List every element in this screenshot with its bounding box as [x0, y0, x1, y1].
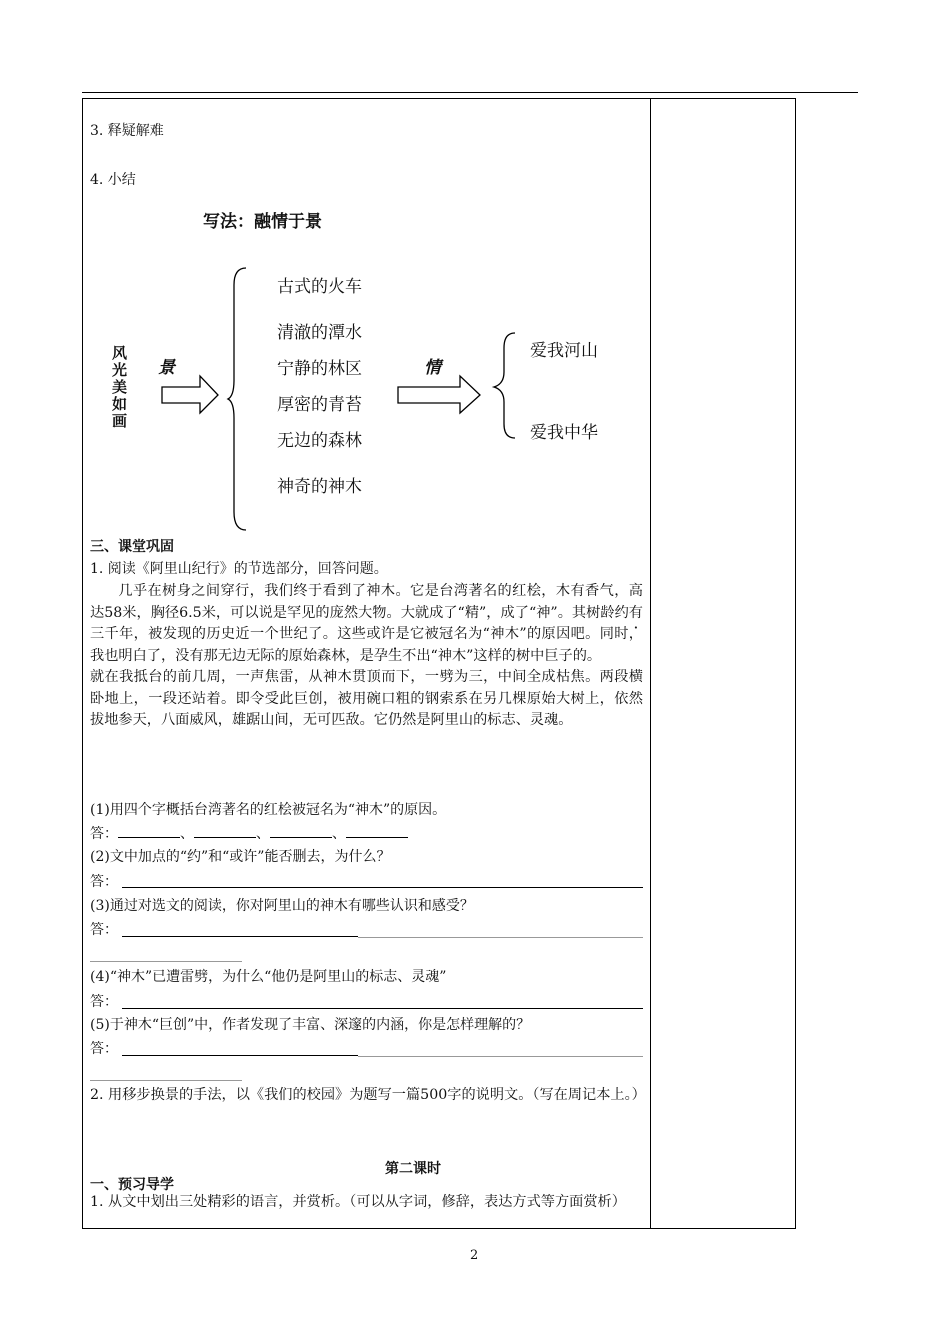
answer-label: 答： [90, 874, 118, 890]
answer-line[interactable] [122, 1008, 643, 1009]
preview-section-title: 一、预习导学 [90, 1177, 174, 1193]
scene-item: 宁静的林区 [277, 359, 362, 379]
answer-label: 答： [90, 1041, 118, 1057]
answer-label: 答： [90, 826, 118, 842]
scene-item: 清澈的潭水 [277, 323, 362, 343]
sub-question-3: (3)通过对选文的阅读，你对阿里山的神木有哪些认识和感受？ [90, 898, 474, 914]
answer-line[interactable] [90, 961, 242, 962]
answer-blank[interactable] [270, 823, 332, 838]
question-1-intro: 1. 阅读《阿里山纪行》的节选部分，回答问题。 [90, 561, 388, 577]
step-3-label: 3. 释疑解难 [90, 123, 164, 139]
passage-text: 是它被冠名为“神木”的原因吧。同时，我也明白了，没有那无边无际的原始森林，是孕生不出“神木”这样的树中巨子的。 [90, 626, 643, 664]
answer-blank[interactable] [194, 823, 256, 838]
passage-text: 几乎在树身之间穿行，我们终于看到了神木。它是台湾著名的红桧，木有香气，高达58米，胸径6.5米，可以说是罕见的庞然大物。大就成了“精”，成了“神”。其树龄 [90, 583, 643, 621]
answer-line[interactable] [358, 937, 643, 938]
separator: 、 [256, 826, 270, 842]
scene-item: 古式的火车 [277, 277, 362, 297]
diagram-heading: 写法：融情于景 [203, 212, 322, 232]
passage-paragraph-2: 就在我抵台的前几周，一声焦雷，从神木贯顶而下，一劈为三，中间全成枯焦。两段横卧地上，一段还站着。即令受此巨创，被用碗口粗的钢索系在另几棵原始大树上，依然拔地参天，八面威风，雄踞山间，无可匹敌。它仍然是阿里山的标志、灵魂。 [90, 669, 643, 728]
preview-question-1: 1. 从文中划出三处精彩的语言，并赏析。（可以从字词，修辞，表达方式等方面赏析） [90, 1194, 626, 1210]
feeling-item: 爱我中华 [530, 423, 598, 443]
answer-line[interactable] [358, 1056, 643, 1057]
answer-blank[interactable] [118, 823, 180, 838]
scene-item: 无边的森林 [277, 431, 362, 451]
qing-label: 情 [424, 358, 441, 378]
separator: 、 [180, 826, 194, 842]
diagram-left-vertical-label: 风光美如画 [112, 344, 128, 430]
scene-item: 神奇的神木 [277, 477, 362, 497]
answer-line[interactable] [122, 887, 643, 888]
sub-question-4: (4)“神木”已遭雷劈，为什么“他仍是阿里山的标志、灵魂” [90, 969, 447, 985]
dotted-word-huoxu: 或许 [366, 626, 396, 642]
answer-line[interactable] [90, 1080, 242, 1081]
table-bottom-border [82, 1228, 796, 1229]
answer-label: 答： [90, 922, 118, 938]
sub-question-2: (2)文中加点的“约”和“或许”能否删去，为什么？ [90, 849, 391, 865]
section-3-title: 三、课堂巩固 [90, 539, 174, 555]
separator: 、 [332, 826, 346, 842]
step-4-label: 4. 小结 [90, 172, 136, 188]
question-2: 2. 用移步换景的手法，以《我们的校园》为题写一篇500字的说明文。（写在周记本上。） [90, 1087, 646, 1103]
passage-text: 有三千年，被发现的历史近一个世纪了。这些 [90, 604, 643, 642]
qing-arrow-icon [398, 376, 480, 413]
page-number: 2 [470, 1248, 479, 1263]
answer-blank[interactable] [346, 823, 408, 838]
jing-label: 景 [158, 358, 175, 378]
feeling-brace-icon [494, 333, 515, 438]
reading-passage [90, 581, 643, 732]
answer-line[interactable] [122, 1055, 358, 1056]
diagram-graphics [0, 0, 950, 560]
dotted-word-yue: 约 [614, 604, 629, 621]
lesson-2-title: 第二课时 [385, 1161, 441, 1177]
feeling-item: 爱我河山 [530, 341, 598, 361]
sub-question-5: (5)于神木“巨创”中，作者发现了丰富、深邃的内涵，你是怎样理解的？ [90, 1017, 531, 1033]
answer-row-1 [90, 823, 408, 844]
sub-question-1: (1)用四个字概括台湾著名的红桧被冠名为“神木”的原因。 [90, 802, 447, 818]
answer-line[interactable] [122, 936, 358, 937]
jing-arrow-icon [162, 376, 218, 413]
answer-label: 答： [90, 994, 118, 1010]
scene-brace-icon [228, 268, 246, 530]
scene-item: 厚密的青苔 [277, 395, 362, 415]
